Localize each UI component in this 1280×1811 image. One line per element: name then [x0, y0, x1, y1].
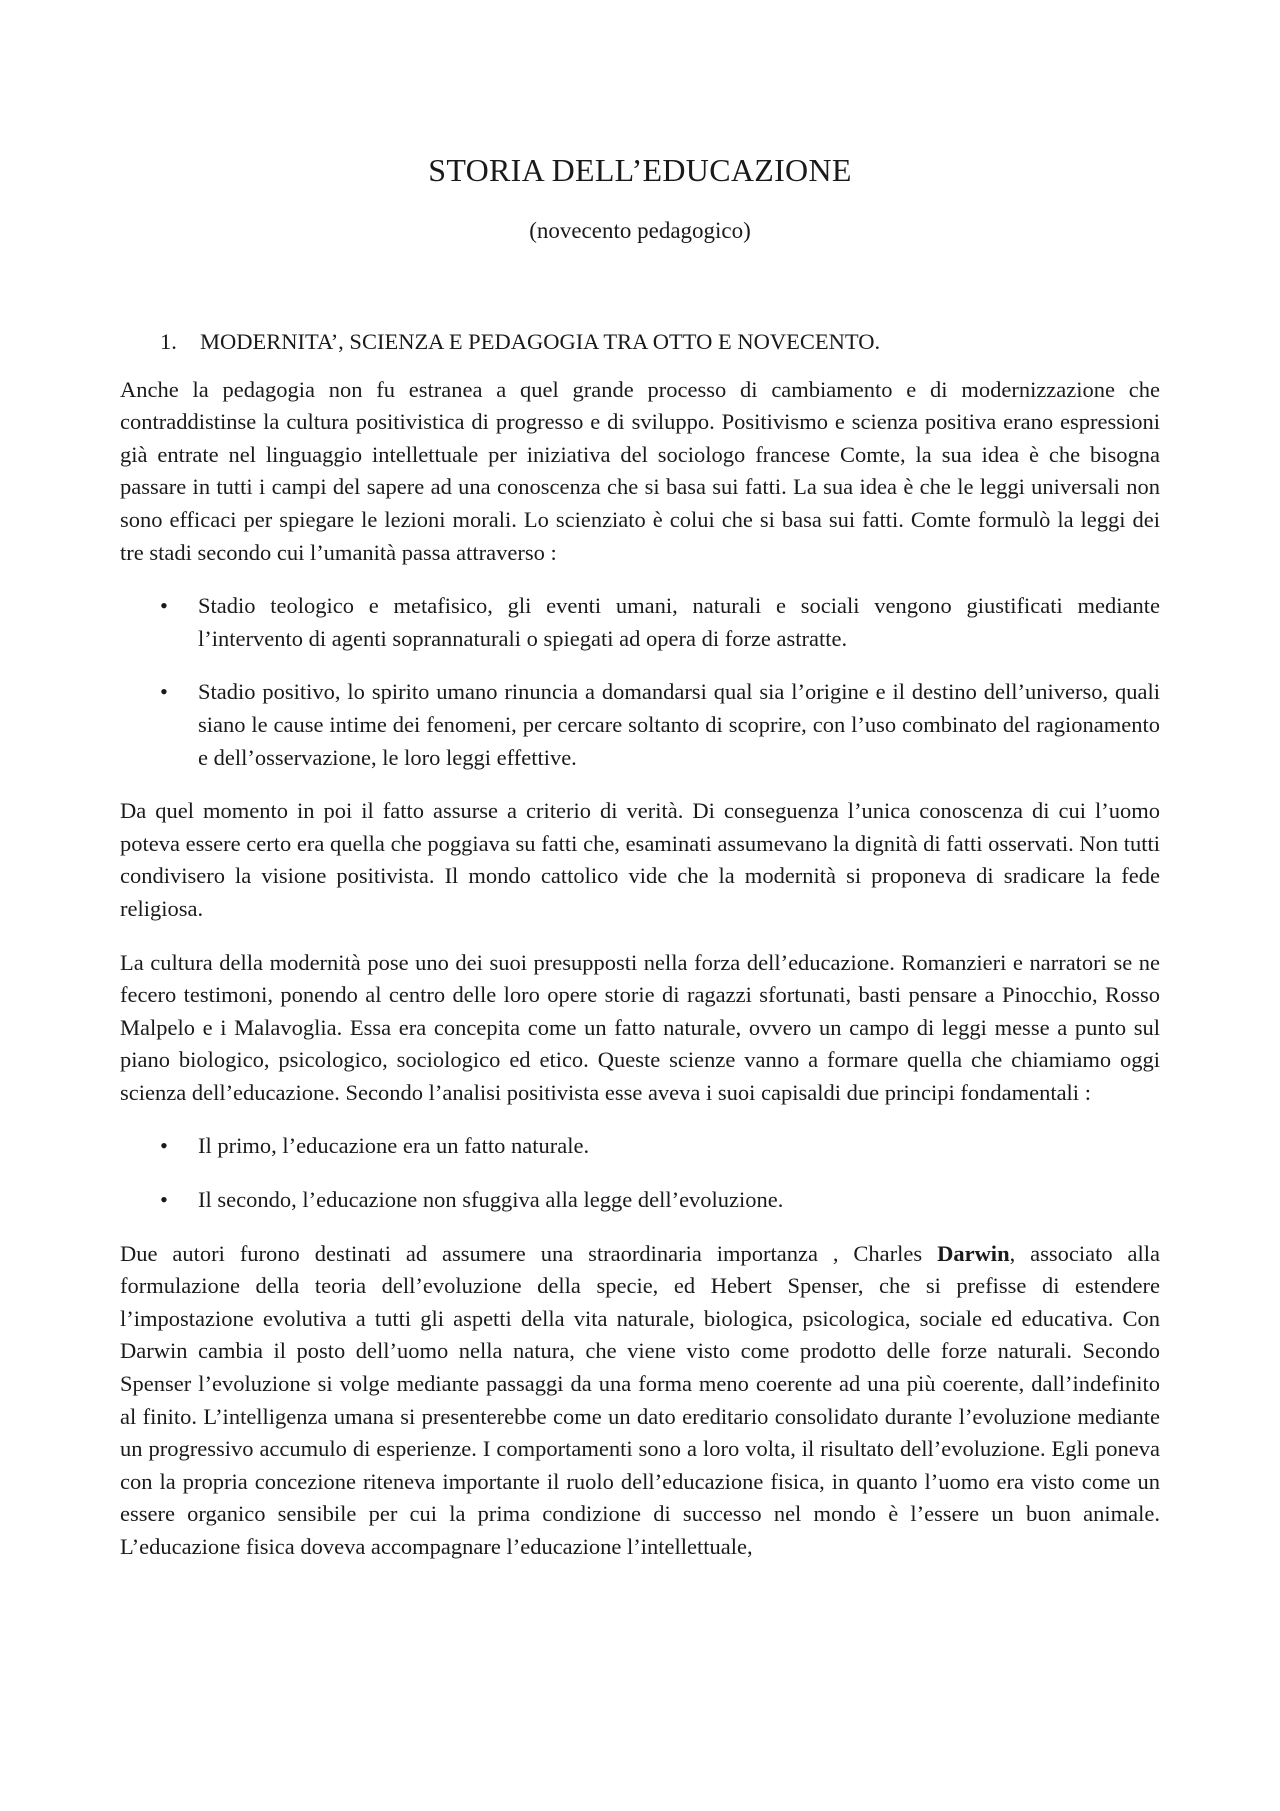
list-item	[120, 1130, 1160, 1163]
paragraph-text: Due autori furono destinati ad assumere una straordinaria importanza , Charles	[120, 1240, 938, 1266]
paragraph: Da quel momento in poi il fatto assurse a criterio di verità. Di conseguenza l’unica conoscenza di cui l’uomo poteva essere certo era quella che poggiava su fatti che, esaminati assumevano la dignità di fatti osservati. Non tutti condivisero la visione positivista. Il mondo cattolico vide che la modernità si proponeva di sradicare la fede religiosa.	[120, 798, 1160, 921]
bullet-icon: •	[160, 593, 168, 619]
list-item	[120, 1184, 1160, 1217]
paragraph: Anche la pedagogia non fu estranea a quel grande processo di cambiamento e di modernizzazione che contraddistinse la cultura positivistica di progresso e di sviluppo. Positivismo e scienza positiva erano espressioni già entrate nel linguaggio intellettuale per iniziativa del sociologo francese Comte, la sua idea è che bisogna passare in tutti i campi del sapere ad una conoscenza che si basa sui fatti. La sua idea è che le leggi universali non sono efficaci per spiegare le lezioni morali. Lo scienziato è colui che si basa sui fatti. Comte formulò la leggi dei tre stadi secondo cui l’umanità passa attraverso :	[120, 376, 1160, 565]
paragraph	[120, 1238, 1160, 1564]
list-item-text: Stadio teologico e metafisico, gli eventi umani, naturali e sociali vengono giustificati mediante l’intervento di agenti soprannaturali o spiegati ad opera di forze astratte.	[198, 593, 1160, 651]
list-item	[120, 590, 1160, 655]
paragraph-text: , associato alla formulazione della teoria dell’evoluzione della specie, ed Hebert Spenser, che si prefisse di estendere l’impostazione evolutiva a tutti gli aspetti della vita naturale, biologica, psicologica, sociale ed educativa. Con Darwin cambia il posto dell’uomo nella natura, che viene visto come prodotto delle forze naturali. Secondo Spenser l’evoluzione si volge mediante passaggi da una forma meno coerente ad una più coerente, dall’indefinito al finito. L’intelligenza umana si presenterebbe come un dato ereditario consolidato durante l’evoluzione mediante un progressivo accumulo di esperienze. I comportamenti sono a loro volta, il risultato dell’evoluzione. Egli poneva con la propria concezione riteneva importante il ruolo dell’educazione fisica, in quanto l’uomo era visto come un essere organico sensibile per cui la prima condizione di successo nel mondo è l’essere un buon animale. L’educazione fisica doveva accompagnare l’educazione l’intellettuale,	[120, 1240, 1161, 1559]
bullet-icon: •	[160, 1133, 168, 1159]
bullet-list	[120, 1130, 1160, 1216]
list-item-text: Il primo, l’educazione era un fatto naturale.	[198, 1133, 590, 1159]
section-heading	[120, 326, 1160, 359]
page-subtitle: (novecento pedagogico)	[529, 218, 751, 243]
bold-name-darwin: Darwin	[937, 1240, 1010, 1266]
document-body	[120, 326, 1160, 1585]
paragraph: La cultura della modernità pose uno dei suoi presupposti nella forza dell’educazione. Romanzieri e narratori se ne fecero testimoni, ponendo al centro delle loro opere storie di ragazzi sfortunati, basti pensare a Pinocchio, Rosso Malpelo e i Malavoglia. Essa era concepita come un fatto naturale, ovvero un campo di leggi messe a punto sul piano biologico, psicologico, sociologico ed etico. Queste scienze vanno a formare quella che chiamiamo oggi scienza dell’educazione. Secondo l’analisi positivista esse aveva i suoi capisaldi due principi fondamentali :	[120, 949, 1160, 1105]
bullet-list	[120, 590, 1160, 774]
bullet-icon: •	[160, 679, 168, 705]
section-number: 1.	[160, 329, 177, 354]
page-title: STORIA DELL’EDUCAZIONE	[428, 152, 852, 188]
section-heading-text: MODERNITA’, SCIENZA E PEDAGOGIA TRA OTTO E NOVECENTO.	[200, 329, 881, 354]
list-item-text: Stadio positivo, lo spirito umano rinuncia a domandarsi qual sia l’origine e il destino dell’universo, quali siano le cause intime dei fenomeni, per cercare soltanto di scoprire, con l’uso combinato del ragionamento e dell’osservazione, le loro leggi effettive.	[198, 679, 1160, 770]
list-item-text: Il secondo, l’educazione non sfuggiva alla legge dell’evoluzione.	[198, 1187, 784, 1213]
bullet-icon: •	[160, 1187, 168, 1213]
list-item	[120, 676, 1160, 774]
